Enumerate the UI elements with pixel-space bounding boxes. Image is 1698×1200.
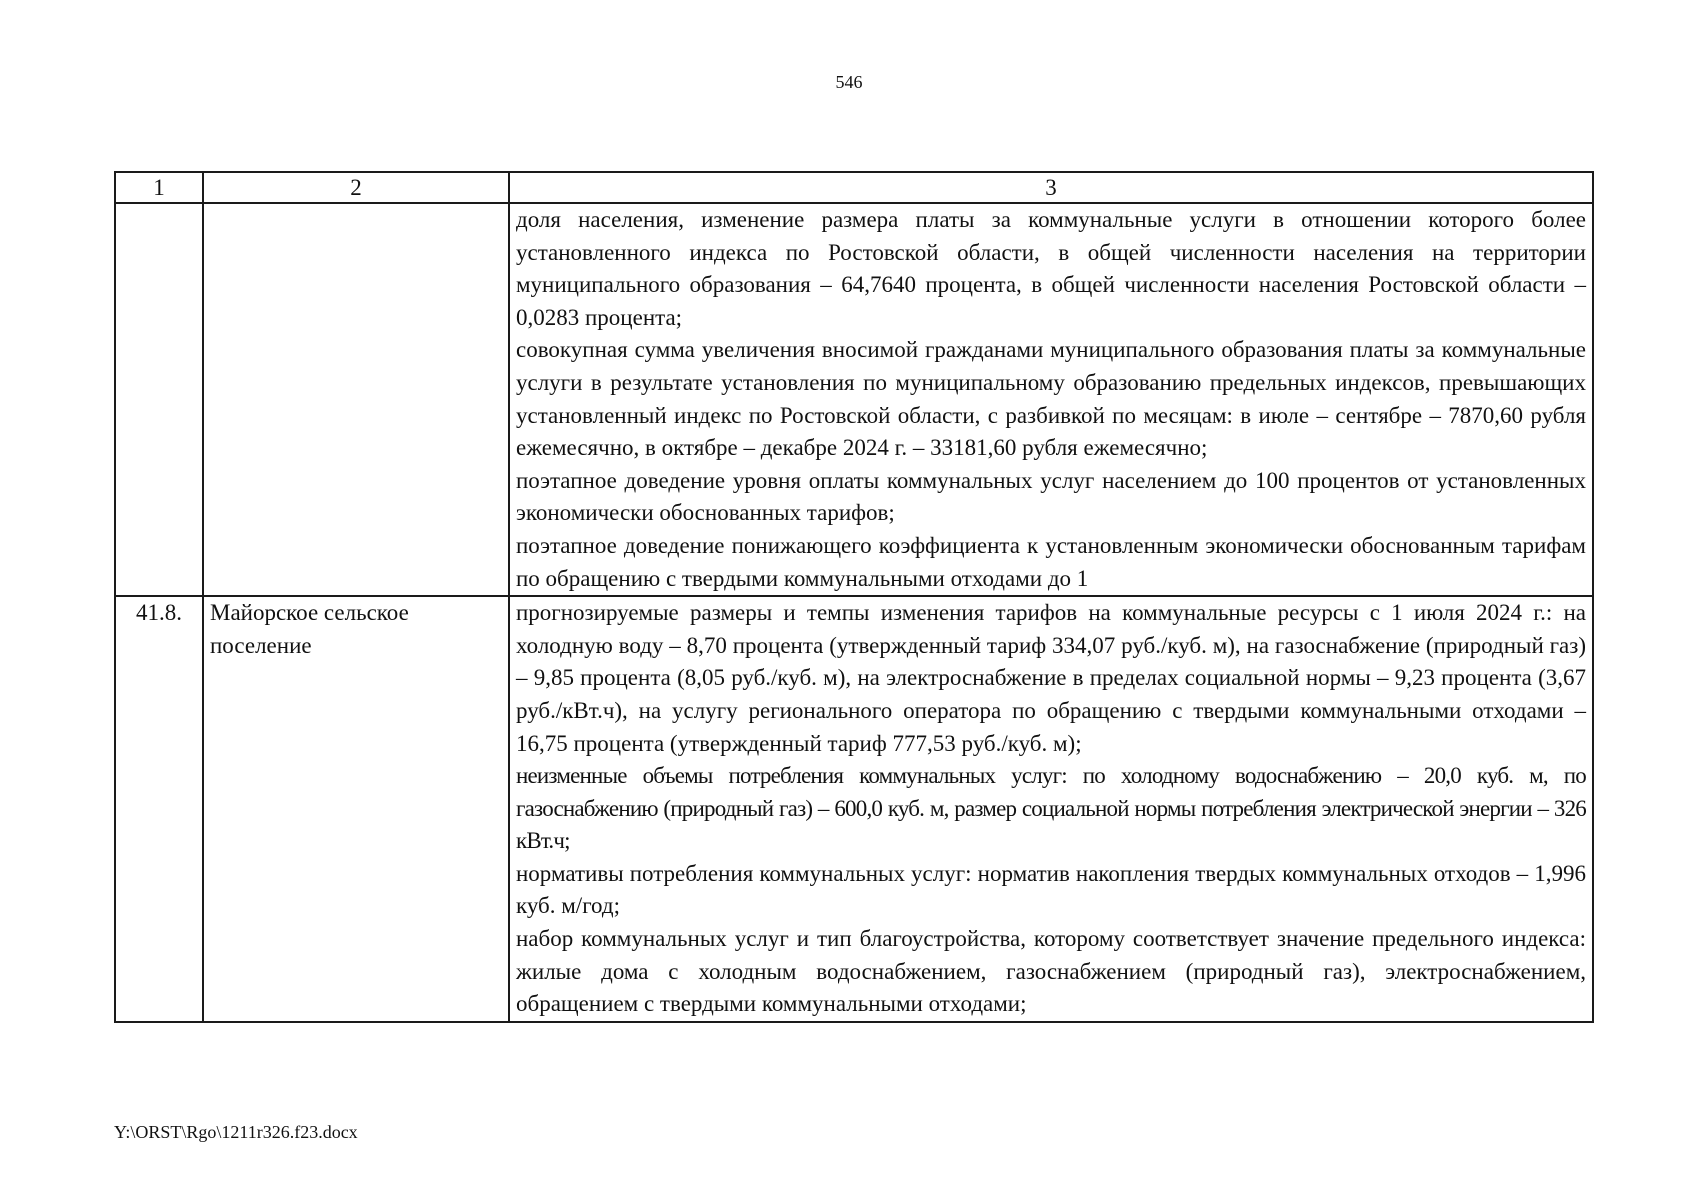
paragraph-tariff-forecast: прогнозируемые размеры и темпы изменения тарифов на коммунальные ресурсы с 1 июля 2024 г.: на холодную воду – 8,70 процента (утвержденный тариф 334,07 руб./куб. м), на газоснабжение (природный газ) – 9,85 процента (8,05 руб./куб. м), на электроснабжение в пределах социальной нормы – 9,23 процента (3,67 руб./кВт.ч), на услугу регионального оператора по обращению с твердыми коммунальными отходами – 16,75 процента (утвержденный тариф 777,53 руб./куб. м); xyxy=(516,600,1586,756)
column-header-3: 3 xyxy=(509,172,1593,203)
paragraph-reduction-coefficient: поэтапное доведение понижающего коэффициента к установленным экономически обоснованным тарифам по обращению с твердыми коммунальными отходами до 1 xyxy=(516,532,1586,591)
file-path-footer: Y:\ORST\Rgo\1211r326.f23.docx xyxy=(114,1122,358,1142)
description-cell xyxy=(509,203,1593,596)
paragraph-payment-level: поэтапное доведение уровня оплаты коммунальных услуг населением до 100 процентов от установленных экономически обоснованных тарифов; xyxy=(516,467,1586,526)
row-number-cell: 41.8. xyxy=(115,596,203,1022)
page-number: 546 xyxy=(835,72,863,92)
paragraph-population-share: доля населения, изменение размера платы за коммунальные услуги в отношении которого более установленного индекса по Ростовской области, в общей численности населения на территории муниципального образования – 64,7640 процента, в общей численности населения Ростовской области – 0,0283 процента; xyxy=(516,207,1586,330)
description-cell xyxy=(509,596,1593,1022)
paragraph-consumption-norms: нормативы потребления коммунальных услуг: норматив накопления твердых коммунальных отходов – 1,996 куб. м/год; xyxy=(516,860,1586,919)
paragraph-total-increase: совокупная сумма увеличения вносимой гражданами муниципального образования платы за коммунальные услуги в результате установления по муниципальному образованию предельных индексов, превышающих установленный индекс по Ростовской области, с разбивкой по месяцам: в июле – сентябре – 7870,60 рубля ежемесячно, в октябре – декабре 2024 г. – 33181,60 рубля ежемесячно; xyxy=(516,337,1586,461)
paragraph-service-set: набор коммунальных услуг и тип благоустройства, которому соответствует значение предельного индекса: жилые дома с холодным водоснабжением, газоснабжением (природный газ), электроснабжением, обращением с твердыми коммунальными отходами; xyxy=(516,926,1586,1017)
paragraph-consumption-volumes: неизменные объемы потребления коммунальных услуг: по холодному водоснабжению – 20,0 куб. м, по газоснабжению (природный газ) – 600,0 куб. м, размер социальной нормы потребления электрической энергии – 326 кВт.ч; xyxy=(516,763,1586,854)
document-table xyxy=(114,171,1594,1023)
settlement-name-cell: Майорское сельское поселение xyxy=(203,596,509,1022)
table-header-row xyxy=(115,172,1593,203)
row-number-cell xyxy=(115,203,203,596)
table-row-continuation xyxy=(115,203,1593,596)
column-header-2: 2 xyxy=(203,172,509,203)
table-row-41-8 xyxy=(115,596,1593,1022)
settlement-name-cell xyxy=(203,203,509,596)
column-header-1: 1 xyxy=(115,172,203,203)
